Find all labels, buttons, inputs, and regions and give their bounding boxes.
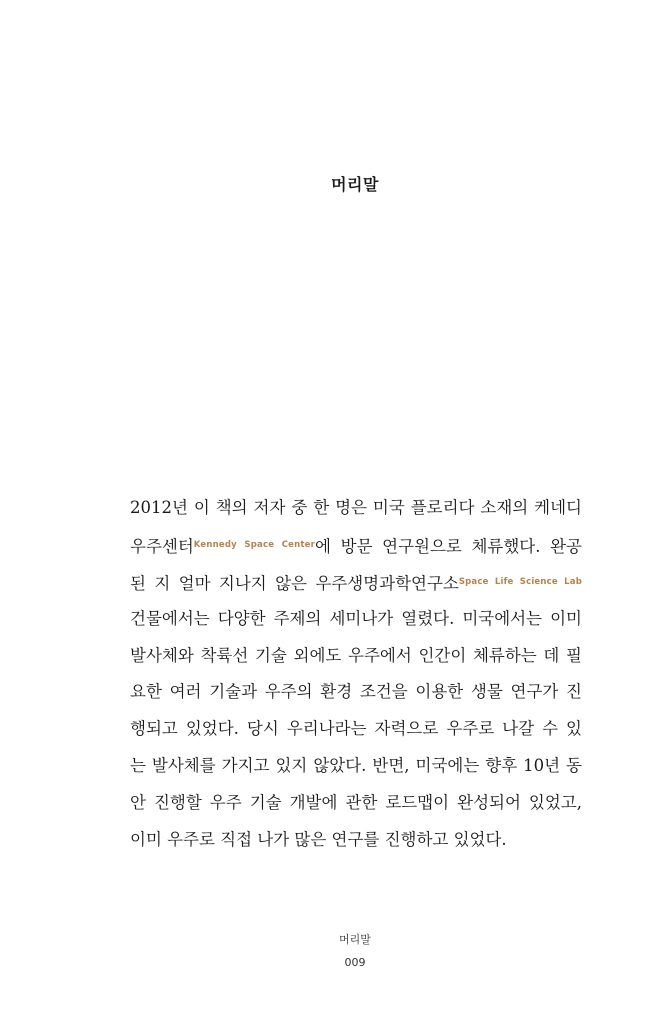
text-line: 이미 우주로 직접 나가 많은 연구를 진행하고 있었다. — [130, 830, 507, 850]
running-title: 머리말 — [339, 933, 371, 946]
text-line: 는 발사체를 가지고 있지 않았다. 반면, 미국에는 향후 10년 동 — [130, 756, 582, 776]
page-title: 머리말 — [331, 174, 379, 194]
text-line: 건물에서는 다양한 주제의 세미나가 열렸다. 미국에서는 이미 — [130, 608, 582, 628]
text-line: 요한 여러 기술과 우주의 환경 조건을 이용한 생물 연구가 진 — [130, 682, 582, 702]
text-line: 발사체와 착륙선 기술 외에도 우주에서 인간이 체류하는 데 필 — [130, 645, 582, 665]
page-number: 009 — [344, 956, 366, 969]
text-line: 된 지 얼마 지나지 않은 우주생명과학연구소$^{Space Life Science Lab}$ — [130, 573, 582, 593]
text-line: 우주센터$^{Kennedy Space Center}$에 방문 연구원으로 체류했다. 완공 — [130, 536, 583, 556]
english-gloss: Space Life Science Lab — [458, 576, 582, 587]
text-line: 안 진행할 우주 기술 개발에 관한 로드맵이 완성되어 있었고, — [130, 793, 582, 813]
text-line: 행되고 있었다. 당시 우리나라는 자력으로 우주로 나갈 수 있 — [130, 719, 582, 739]
text-line: 2012년 이 책의 저자 중 한 명은 미국 플로리다 소재의 케네디 — [130, 498, 582, 517]
body-paragraph — [130, 490, 582, 859]
english-gloss: Kennedy Space Center — [193, 539, 316, 550]
